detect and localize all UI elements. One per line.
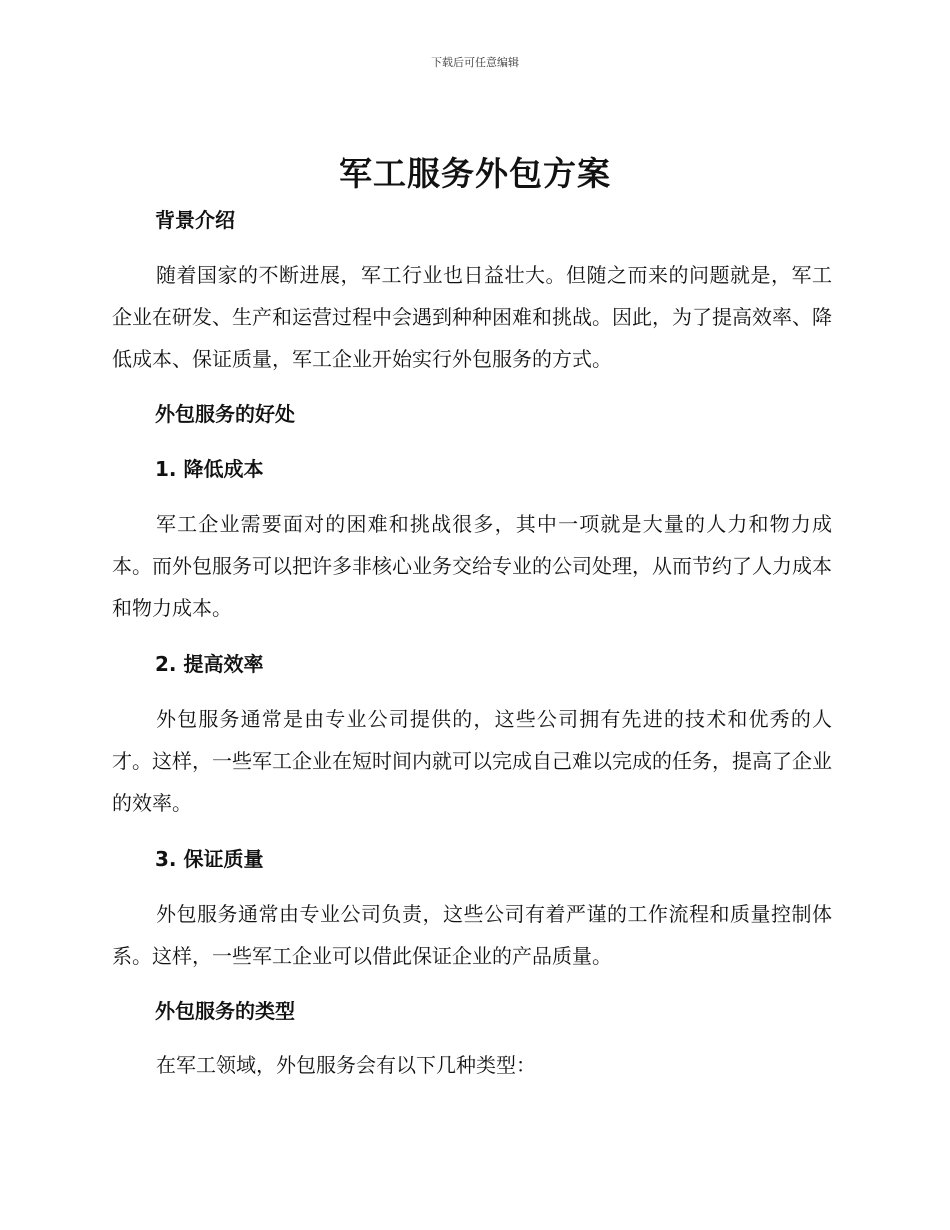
paragraph-ensure-quality: 外包服务通常由专业公司负责，这些公司有着严谨的工作流程和质量控制体系。这样，一些军工企业可以借此保证企业的产品质量。 xyxy=(112,902,832,968)
section-heading-background: 背景介绍 xyxy=(155,208,235,232)
paragraph-improve-efficiency: 外包服务通常是由专业公司提供的，这些公司拥有先进的技术和优秀的人才。这样，一些军工企业在短时间内就可以完成自己难以完成的任务，提高了企业的效率。 xyxy=(112,707,832,815)
paragraph-background: 随着国家的不断进展，军工行业也日益壮大。但随之而来的问题就是，军工企业在研发、生产和运营过程中会遇到种种困难和挑战。因此，为了提高效率、降低成本、保证质量，军工企业开始实行外包服务的方式。 xyxy=(112,263,832,371)
paragraph-reduce-cost: 军工企业需要面对的困难和挑战很多，其中一项就是大量的人力和物力成本。而外包服务可以把许多非核心业务交给专业的公司处理，从而节约了人力成本和物力成本。 xyxy=(112,512,832,620)
section-heading-types: 外包服务的类型 xyxy=(155,999,295,1023)
subheading-improve-efficiency: 2. 提高效率 xyxy=(155,652,264,676)
subheading-reduce-cost: 1. 降低成本 xyxy=(155,457,264,481)
subheading-ensure-quality: 3. 保证质量 xyxy=(155,847,264,871)
section-heading-benefits: 外包服务的好处 xyxy=(155,402,295,426)
page-header: 下载后可任意编辑 xyxy=(431,56,519,69)
paragraph-types: 在军工领域，外包服务会有以下几种类型： xyxy=(156,1053,536,1077)
document-title: 军工服务外包方案 xyxy=(339,154,611,193)
